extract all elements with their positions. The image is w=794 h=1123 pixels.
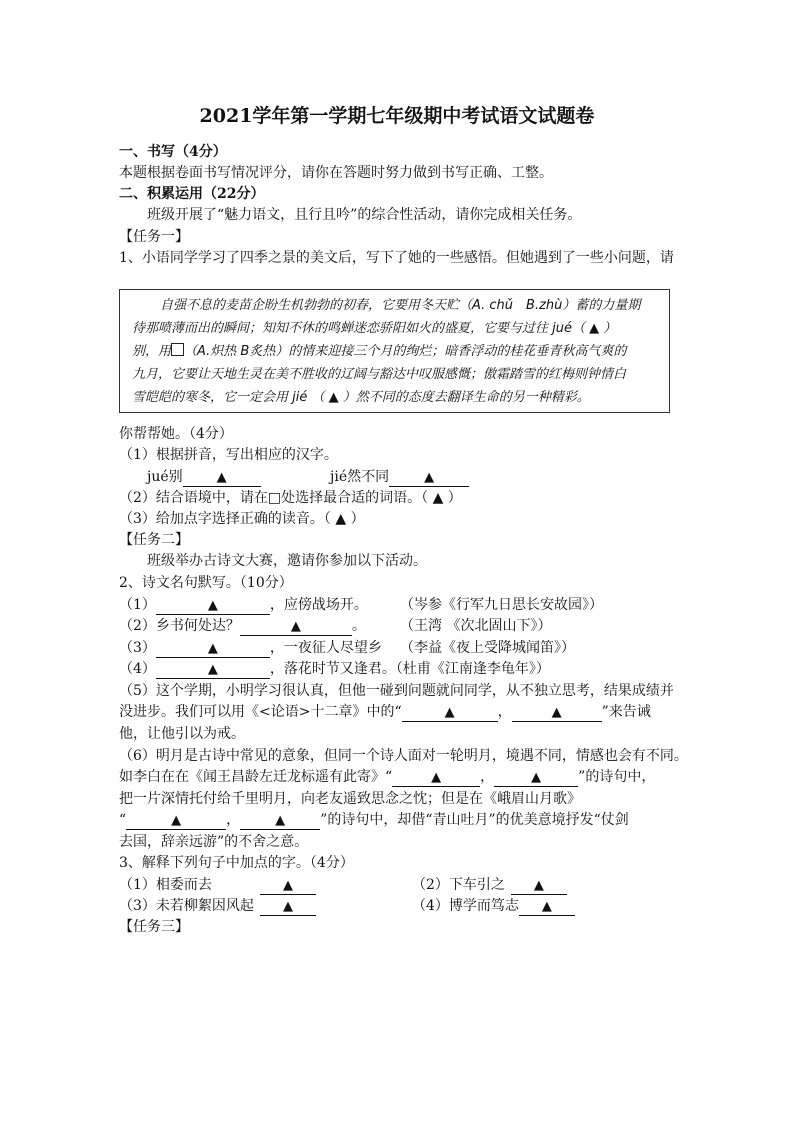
question-2-2-source: （王湾 《次北固山下》） <box>400 618 552 634</box>
question-1-end: 你帮帮她。（4分） <box>119 426 233 442</box>
q-text: （4）博学而笃志 <box>412 898 519 914</box>
question-2-4 <box>119 659 550 679</box>
question-2-5-line-1: （5）这个学期，小明学习很认真，但他一碰到问题就问同学，从不独立思考，结果成绩并 <box>119 683 674 699</box>
answer-blank[interactable] <box>512 703 602 722</box>
question-2-1 <box>119 595 368 615</box>
question-1-2: （2）结合语境中，请在□处选择最合适的词语。（ ▲ ） <box>119 490 462 506</box>
answer-triangle-icon: ▲ <box>171 813 182 828</box>
q-num: （1） <box>119 597 156 613</box>
answer-blank[interactable] <box>511 876 567 895</box>
section-2-heading: 二、积累运用（22分） <box>119 186 265 202</box>
q-text: 没进步。我们可以用《<论语>十二章》中的“ <box>119 704 402 720</box>
answer-triangle-icon: ▲ <box>431 770 442 785</box>
answer-triangle-icon: ▲ <box>541 899 552 914</box>
page-title: 2021学年第一学期七年级期中考试语文试题卷 <box>199 105 595 127</box>
question-3-3 <box>119 896 254 916</box>
q-text: （1）相委而去 <box>119 877 212 893</box>
question-2-6-line-1: （6）明月是古诗中常见的意象，但同一个诗人面对一轮明月，境遇不同，情感也会有不同。 <box>119 748 688 764</box>
question-3-1 <box>119 875 212 895</box>
answer-blank[interactable] <box>402 703 498 722</box>
question-2-6-line-3: 把一片深情托付给千里明月，向老友遥致思念之忱；但是在《峨眉山月歌》 <box>119 791 581 807</box>
question-2-6-line-2 <box>119 767 655 787</box>
passage-line-3 <box>132 342 626 362</box>
task-1-label: 【任务一】 <box>119 229 189 245</box>
answer-blank[interactable] <box>156 639 270 658</box>
q-text: ”的诗句中，却借“青山吐月”的优美意境抒发“仗剑 <box>320 812 629 828</box>
pinyin-jue: jué别 <box>147 469 183 485</box>
question-2-3-source: （李益《夜上受降城闻笛》） <box>400 640 575 656</box>
answer-triangle-icon: ▲ <box>275 813 286 828</box>
answer-blank[interactable] <box>126 811 226 830</box>
section-1-text: 本题根据卷面书写情况评分，请你在答题时努力做到书写正确、工整。 <box>119 165 553 181</box>
answer-triangle-icon: ▲ <box>207 641 218 656</box>
answer-triangle-icon: ▲ <box>531 770 542 785</box>
q-text: ，应傍战场开。 <box>269 597 368 613</box>
question-2-5-line-3: 他，让他引以为戒。 <box>119 726 245 742</box>
question-2-1-source: （岑参《行军九日思长安故园》） <box>400 597 603 613</box>
question-3-2 <box>412 875 567 895</box>
question-1-1-a <box>147 467 261 487</box>
task-3-label: 【任务三】 <box>119 919 189 935</box>
q-text: ，落花时节又逢君。（杜甫《江南逢李龟年》） <box>269 661 550 677</box>
q-text: 。 <box>351 618 366 634</box>
answer-blank[interactable] <box>519 897 575 916</box>
question-3-3-blank <box>260 896 316 916</box>
question-3-4 <box>412 896 575 916</box>
answer-blank[interactable] <box>156 660 270 679</box>
q-text: （2）下车引之 <box>412 877 505 893</box>
answer-triangle-icon: ▲ <box>444 705 455 720</box>
question-2-3 <box>119 638 382 658</box>
task-2-intro: 班级举办古诗文大赛，邀请你参加以下活动。 <box>147 553 427 569</box>
passage-line-4: 九月，它要让天地生灵在美不胜收的辽阔与豁达中叹服感慨；傲霜踏雪的红梅则钟情白 <box>132 367 627 382</box>
passage-line-1: 自强不息的麦苗企盼生机勃勃的初春，它要用冬天贮（A. chǔ B.zhù）蓄的力量期 <box>160 298 641 313</box>
answer-blank[interactable] <box>260 897 316 916</box>
answer-triangle-icon: ▲ <box>533 878 544 893</box>
question-2-6-line-5: 去国，辞亲远游”的不舍之意。 <box>119 834 309 850</box>
answer-triangle-icon: ▲ <box>283 878 293 893</box>
question-1-line: 1、小语同学学习了四季之景的美文后，写下了她的一些感悟。但她遇到了一些小问题，请 <box>119 250 674 266</box>
answer-blank[interactable] <box>260 876 316 895</box>
task-2-label: 【任务二】 <box>119 532 189 548</box>
answer-triangle-icon: ▲ <box>424 470 435 485</box>
answer-triangle-icon: ▲ <box>207 662 218 677</box>
q-num: （3） <box>119 640 156 656</box>
q-text: ， <box>480 769 495 785</box>
answer-blank[interactable] <box>240 617 352 636</box>
q-text: ， <box>226 812 241 828</box>
q-num: （4） <box>119 661 156 677</box>
answer-triangle-icon: ▲ <box>283 899 293 914</box>
answer-square-box <box>171 343 184 356</box>
passage-line-3-start: 别，用 <box>132 344 172 359</box>
question-2-5-line-2 <box>119 702 651 722</box>
answer-triangle-icon: ▲ <box>551 705 562 720</box>
answer-blank[interactable] <box>183 468 261 487</box>
q-text: ”来告诫 <box>601 704 651 720</box>
question-2-6-line-4 <box>119 810 629 830</box>
passage-box <box>119 289 670 413</box>
answer-triangle-icon: ▲ <box>216 470 227 485</box>
question-1-1-b <box>330 467 469 487</box>
q-text: （2）乡书何处达？ <box>119 618 240 634</box>
answer-blank[interactable] <box>392 768 480 787</box>
question-2: 2、诗文名句默写。（10分） <box>119 575 293 591</box>
answer-blank[interactable] <box>389 468 469 487</box>
passage-line-5: 雪皑皑的寒冬，它一定会用 jié （ ▲ ）然不同的态度去翻译生命的另一种精彩。 <box>132 390 590 405</box>
question-2-2 <box>119 616 366 636</box>
q-text: “ <box>119 812 127 828</box>
q-text: ， <box>497 704 512 720</box>
q-text: ”的诗句中， <box>578 769 656 785</box>
section-1-heading-text: 一、书写（4分） <box>119 144 227 160</box>
passage-line-3-end: （A.炽热 B炙热）的情来迎接三个月的绚烂；暗香浮动的桂花垂青秋高气爽的 <box>184 344 627 359</box>
pinyin-jie: jié然不同 <box>330 469 390 485</box>
answer-blank[interactable] <box>156 596 270 615</box>
question-3: 3、解释下列句子中加点的字。（4分） <box>119 855 354 871</box>
q-text: （3）未若柳絮因风起 <box>119 898 254 914</box>
section-2-intro: 班级开展了“魅力语文，且行且吟”的综合性活动，请你完成相关任务。 <box>147 207 582 223</box>
answer-triangle-icon: ▲ <box>290 619 301 634</box>
question-3-1-blank <box>260 875 316 895</box>
q-text: ，一夜征人尽望乡 <box>269 640 382 656</box>
question-1-1: （1）根据拼音，写出相应的汉字。 <box>119 447 338 463</box>
answer-triangle-icon: ▲ <box>207 598 218 613</box>
answer-blank[interactable] <box>240 811 320 830</box>
passage-line-2: 待那喷薄而出的瞬间；知知不休的鸣蝉迷恋骄阳如火的盛夏，它要与过往 jué（ ▲ ） <box>132 321 617 336</box>
q-text: 如李白在在《闻王昌龄左迁龙标遥有此寄》“ <box>119 769 393 785</box>
answer-blank[interactable] <box>494 768 578 787</box>
question-1-3: （3）给加点字选择正确的读音。（ ▲ ） <box>119 511 365 527</box>
